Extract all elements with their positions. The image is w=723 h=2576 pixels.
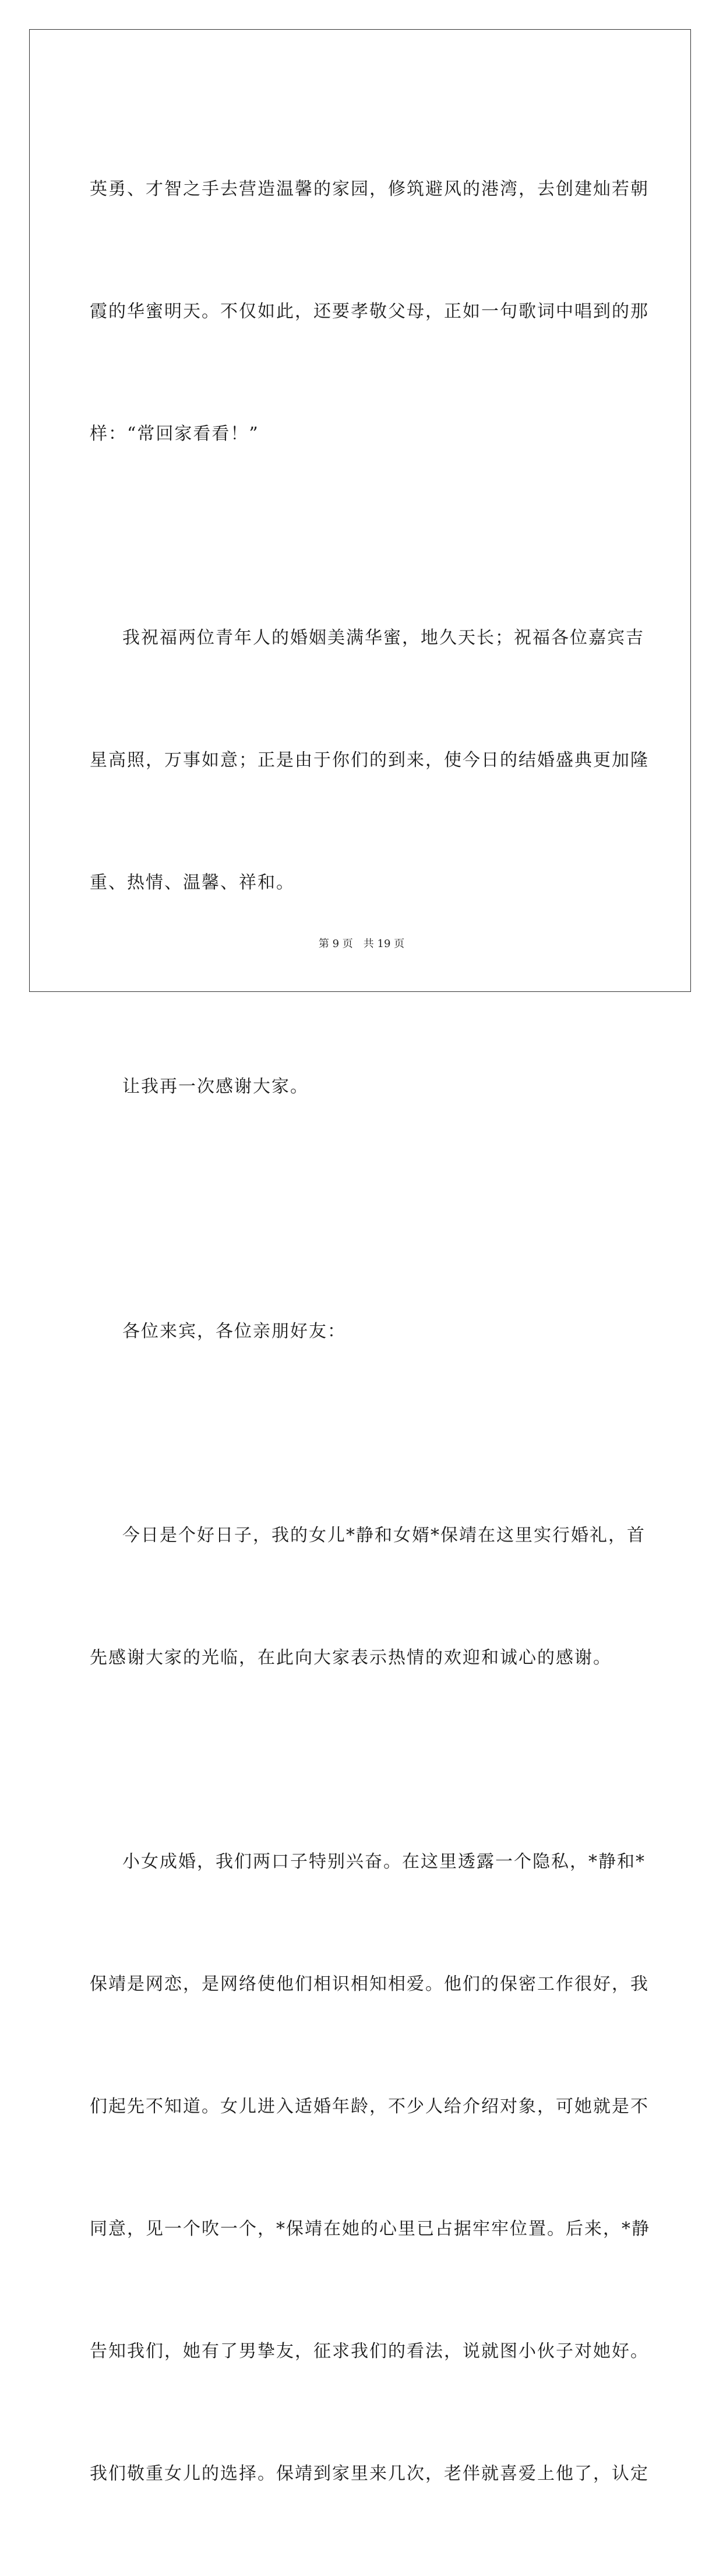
salutation [90,1230,637,1434]
text-line: 们起先不知道。女儿进入适婚年龄，不少人给介绍对象，可她就是不 [90,2096,649,2117]
text-line: 重、热情、温馨、祥和。 [90,872,295,893]
paragraph-1 [90,87,649,536]
document-body [90,87,650,2576]
text-line: 星高照，万事如意；正是由于你们的到来，使今日的结婚盛典更加隆 [90,750,649,770]
text-line: 样：“常回家看看！” [90,424,259,444]
text-line: 同意，见一个吹一个，*保靖在她的心里已占据牢牢位置。后来，*静 [90,2219,650,2239]
text-line: 我们敬重女儿的选择。保靖到家里来几次，老伴就喜爱上他了，认定 [90,2464,649,2484]
text-line: 英勇、才智之手去营造温馨的家园，修筑避风的港湾，去创建灿若朝 [90,179,649,199]
text-line: 让我再一次感谢大家。 [122,1076,309,1097]
text-line: 我祝福两位青年人的婚姻美满华蜜，地久天长；祝福各位嘉宾吉 [122,628,644,648]
paragraph-4 [90,1434,646,1760]
paragraph-3 [90,985,637,1189]
section-gap [90,1189,637,1230]
text-line: 告知我们，她有了男挚友，征求我们的看法，说就图小伙子对她好。 [90,2341,649,2362]
text-line: 先感谢大家的光临，在此向大家表示热情的欢迎和诚心的感谢。 [90,1648,612,1668]
text-line: 今日是个好日子，我的女儿*静和女婿*保靖在这里实行婚礼，首 [122,1525,646,1546]
text-line: 保靖是网恋，是网络使他们相识相知相爱。他们的保密工作很好，我 [90,1974,649,1994]
paragraph-5 [90,1760,650,2576]
text-line: 小女成婚，我们两口子特别兴奋。在这里透露一个隐私，*静和* [122,1852,646,1872]
text-line: 霞的华蜜明天。不仅如此，还要孝敬父母，正如一句歌词中唱到的那 [90,301,649,322]
text-line: 各位来宾，各位亲朋好友： [122,1321,346,1342]
page-number-footer: 第 9 页 共 19 页 [318,938,405,950]
paragraph-2 [90,536,649,985]
